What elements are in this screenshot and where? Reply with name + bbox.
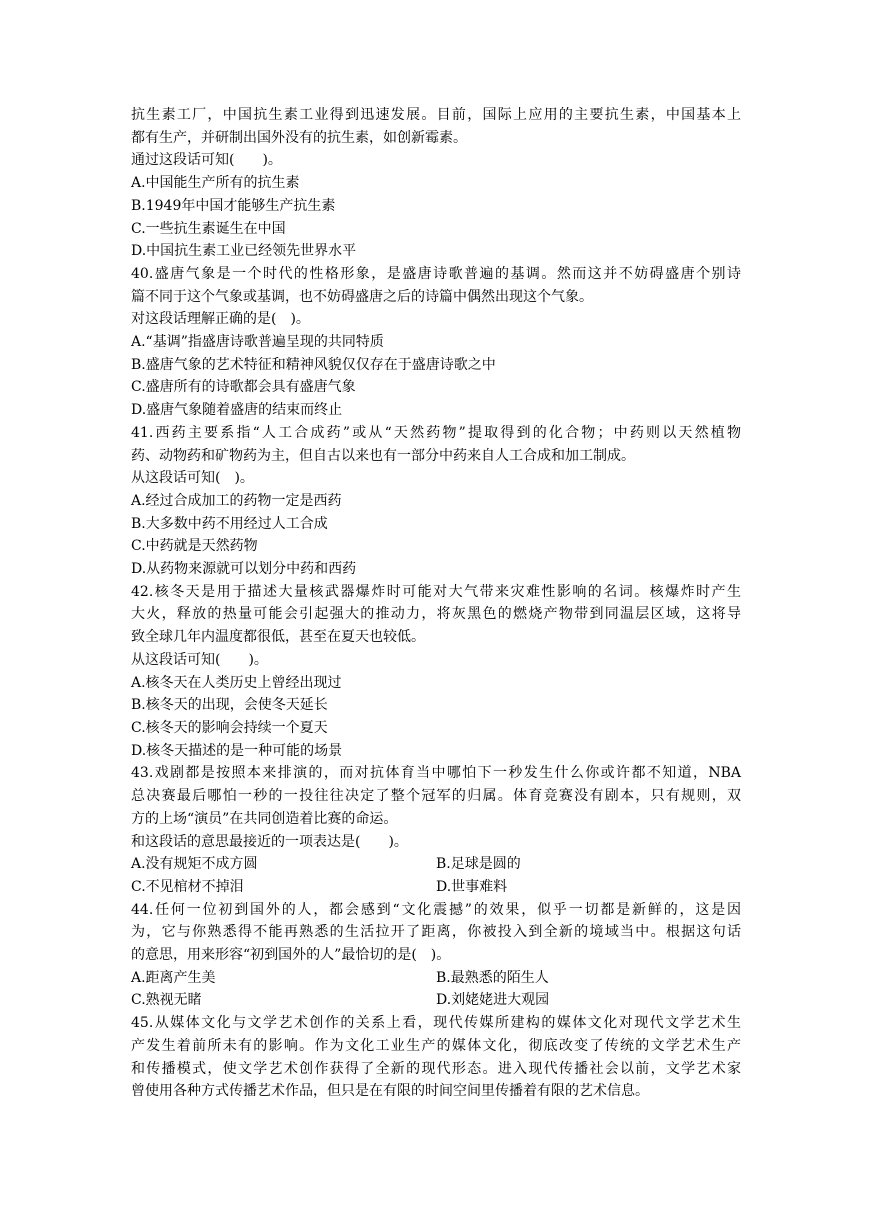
q44-stem-line: 的意思，用来形容“初到国外的人”最恰切的是( )。 (131, 947, 451, 964)
q41-option-c: C.中药就是天然药物 (131, 538, 258, 555)
q42-prompt: 从这段话可知( )。 (131, 651, 268, 668)
q43-option-c: C.不见棺材不掉泪 (131, 878, 244, 895)
q42-option-b: B.核冬天的出现，会使冬天延长 (131, 697, 328, 714)
q40-stem-line: 40.盛唐气象是一个时代的性格形象，是盛唐诗歌普遍的基调。然而这并不妨碍盛唐个别诗 (131, 265, 741, 282)
q45-stem-line: 曾使用各种方式传播艺术作品，但只是在有限的时间空间里传播着有限的艺术信息。 (131, 1083, 649, 1100)
q44-stem-line: 为，它与你熟悉得不能再熟悉的生活拉开了距离，你被投入到全新的境域当中。根据这句话 (131, 924, 741, 941)
q41-option-a: A.经过合成加工的药物一定是西药 (131, 492, 342, 509)
q43-stem-line: 方的上场“演员”在共同创造着比赛的命运。 (131, 810, 398, 827)
q43-option-b: B.足球是圆的 (436, 856, 521, 873)
q42-stem-line: 42.核冬天是用于描述大量核武器爆炸时可能对大气带来灾难性影响的名词。核爆炸时产生 (131, 583, 741, 600)
q42-option-d: D.核冬天描述的是一种可能的场景 (131, 742, 343, 759)
q44-option-a: A.距离产生美 (131, 969, 216, 986)
q42-stem-line: 致全球几年内温度都很低，甚至在夏天也较低。 (131, 629, 425, 646)
q43-prompt: 和这段话的意思最接近的一项表达是( )。 (131, 833, 408, 850)
q41-option-d: D.从药物来源就可以划分中药和西药 (131, 561, 357, 578)
q44-options-row (131, 967, 741, 990)
q44-option-b: B.最熟悉的陌生人 (436, 969, 549, 986)
q39-option-c: C.一些抗生素诞生在中国 (131, 220, 286, 237)
q42-option-a: A.核冬天在人类历史上曾经出现过 (131, 674, 342, 691)
q44-options-row (131, 989, 741, 1012)
q40-option-d: D.盛唐气象随着盛唐的结束而终止 (131, 402, 343, 419)
q44-option-d: D.刘姥姥进大观园 (436, 992, 550, 1009)
q43-stem-line: 总决赛最后哪怕一秒的一投往往决定了整个冠军的归属。体育竞赛没有剧本，只有规则，双 (131, 788, 741, 805)
q39-option-b: B.1949年中国才能够生产抗生素 (131, 197, 336, 214)
q45-stem-line: 产发生着前所未有的影响。作为文化工业生产的媒体文化，彻底改变了传统的文学艺术生产 (131, 1037, 741, 1054)
q42-stem-line: 大火，释放的热量可能会引起强大的推动力，将灰黑色的燃烧产物带到同温层区域，这将导 (131, 606, 741, 623)
question-text (131, 104, 741, 1103)
q40-option-c: C.盛唐所有的诗歌都会具有盛唐气象 (131, 379, 356, 396)
q44-stem-line: 44.任何一位初到国外的人，都会感到“文化震撼”的效果，似乎一切都是新鲜的，这是因 (131, 901, 741, 918)
q43-options-row (131, 853, 741, 876)
q43-options-row (131, 876, 741, 899)
q40-prompt: 对这段话理解正确的是( )。 (131, 311, 310, 328)
q41-prompt: 从这段话可知( )。 (131, 470, 254, 487)
q40-stem-line: 篇不同于这个气象或基调，也不妨碍盛唐之后的诗篇中偶然出现这个气象。 (131, 288, 593, 305)
q41-stem-line: 药、动物药和矿物药为主，但自古以来也有一部分中药来自人工合成和加工制成。 (131, 447, 635, 464)
q43-option-d: D.世事难料 (436, 878, 508, 895)
q45-stem-line: 45.从媒体文化与文学艺术创作的关系上看，现代传媒所建构的媒体文化对现代文学艺术生 (131, 1015, 741, 1032)
q43-stem-line: 43.戏剧都是按照本来排演的，而对抗体育当中哪怕下一秒发生什么你或许都不知道，NBA (131, 765, 741, 782)
q39-option-a: A.中国能生产所有的抗生素 (131, 175, 300, 192)
q41-option-b: B.大多数中药不用经过人工合成 (131, 515, 328, 532)
lead-line: 抗生素工厂，中国抗生素工业得到迅速发展。目前，国际上应用的主要抗生素，中国基本上 (131, 107, 741, 123)
q41-stem-line: 41.西药主要系指“人工合成药”或从“天然药物”提取得到的化合物；中药则以天然植物 (131, 424, 741, 441)
q40-option-a: A.“基调”指盛唐诗歌普遍呈现的共同特质 (131, 334, 384, 351)
q44-option-c: C.熟视无睹 (131, 992, 202, 1009)
q42-option-c: C.核冬天的影响会持续一个夏天 (131, 719, 328, 736)
q45-stem-line: 和传播模式，使文学艺术创作获得了全新的现代形态。进入现代传播社会以前，文学艺术家 (131, 1060, 741, 1077)
q39-option-d: D.中国抗生素工业已经领先世界水平 (131, 243, 357, 260)
q40-option-b: B.盛唐气象的艺术特征和精神风貌仅仅存在于盛唐诗歌之中 (131, 356, 496, 373)
lead-line: 都有生产，并研制出国外没有的抗生素，如创新霉素。 (131, 129, 467, 146)
q43-option-a: A.没有规矩不成方圆 (131, 856, 258, 873)
q39-prompt: 通过这段话可知( )。 (131, 152, 282, 169)
